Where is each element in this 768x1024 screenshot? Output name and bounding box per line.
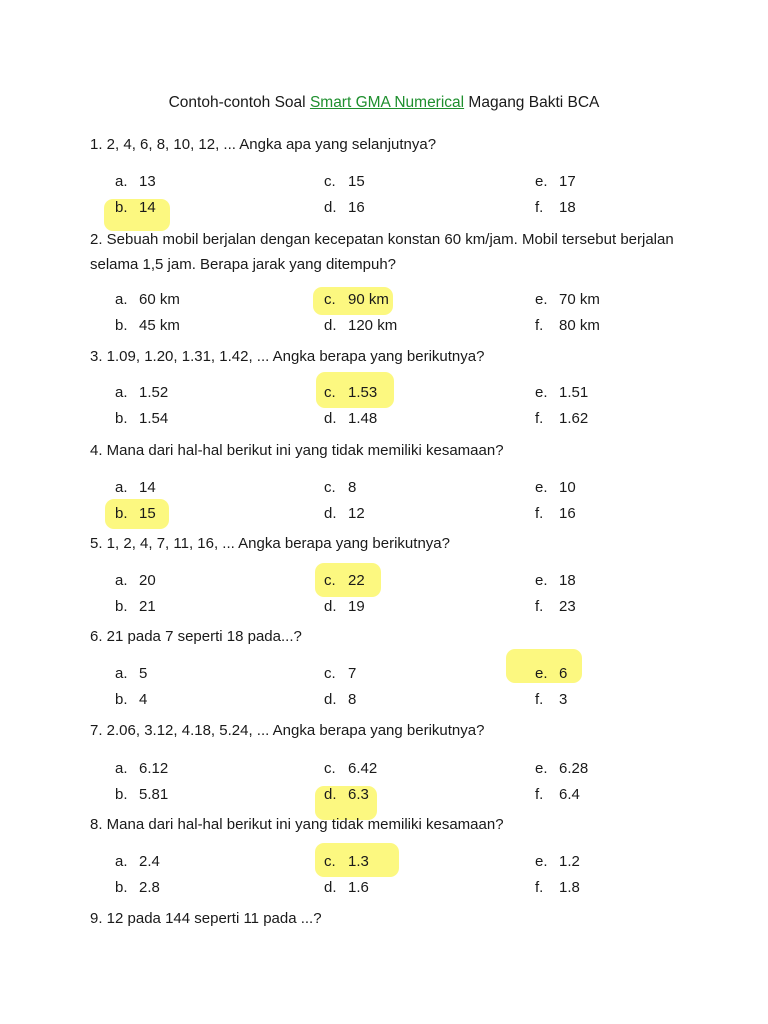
option-d	[324, 878, 369, 898]
option-value: 16	[348, 199, 365, 216]
option-letter: d.	[324, 786, 337, 803]
option-value: 1.48	[348, 410, 378, 427]
option-letter: b.	[115, 879, 128, 896]
option-f	[535, 597, 576, 617]
question-9: 9. 12 pada 144 seperti 11 pada ...?	[90, 910, 322, 927]
option-letter: a.	[115, 479, 128, 496]
title-link[interactable]: Smart GMA Numerical	[309, 94, 465, 111]
option-letter: e.	[535, 479, 548, 496]
option-letter: e.	[535, 384, 548, 401]
option-f	[535, 690, 567, 710]
option-value: 15	[348, 173, 365, 190]
option-d	[324, 316, 397, 336]
option-e	[535, 759, 588, 779]
option-letter: c.	[324, 291, 336, 308]
option-value: 18	[559, 199, 576, 216]
option-value: 3	[559, 691, 568, 708]
option-value: 1.54	[139, 410, 169, 427]
option-letter: f.	[535, 199, 544, 216]
option-value: 1.62	[559, 410, 589, 427]
option-value: 6.12	[139, 760, 169, 777]
question-2: 2. Sebuah mobil berjalan dengan kecepatan konstan 60 km/jam. Mobil tersebut berjalan selama 1,5 jam. Berapa jarak yang ditempuh?	[90, 231, 674, 273]
option-b	[115, 504, 156, 524]
option-letter: e.	[535, 665, 548, 682]
option-letter: d.	[324, 598, 337, 615]
option-letter: b.	[115, 786, 128, 803]
option-value: 10	[559, 479, 576, 496]
option-letter: c.	[324, 853, 336, 870]
option-value: 6.28	[559, 760, 589, 777]
option-c	[324, 172, 365, 192]
option-value: 6.3	[348, 786, 369, 803]
option-value: 1.3	[348, 853, 369, 870]
title-suffix: Magang Bakti BCA	[464, 94, 600, 111]
option-letter: d.	[324, 505, 337, 522]
option-value: 6.4	[559, 786, 580, 803]
option-letter: e.	[535, 291, 548, 308]
title-prefix: Contoh-contoh Soal	[168, 94, 310, 111]
option-letter: b.	[115, 317, 128, 334]
option-value: 17	[559, 173, 576, 190]
option-letter: b.	[115, 199, 128, 216]
option-value: 4	[139, 691, 148, 708]
option-letter: f.	[535, 410, 544, 427]
option-letter: c.	[324, 384, 336, 401]
option-a	[115, 290, 180, 310]
option-letter: f.	[535, 786, 544, 803]
option-letter: a.	[115, 853, 128, 870]
option-a	[115, 478, 156, 498]
option-f	[535, 316, 600, 336]
option-value: 45 km	[139, 317, 180, 334]
option-letter: a.	[115, 384, 128, 401]
option-letter: e.	[535, 572, 548, 589]
option-e	[535, 172, 576, 192]
option-value: 8	[348, 691, 357, 708]
option-value: 120 km	[348, 317, 398, 334]
option-value: 2.4	[139, 853, 160, 870]
option-letter: f.	[535, 879, 544, 896]
option-value: 70 km	[559, 291, 600, 308]
option-value: 1.52	[139, 384, 169, 401]
option-letter: c.	[324, 479, 336, 496]
option-value: 16	[559, 505, 576, 522]
option-value: 23	[559, 598, 576, 615]
option-letter: a.	[115, 760, 128, 777]
option-value: 22	[348, 572, 365, 589]
option-value: 14	[139, 479, 156, 496]
question-3: 3. 1.09, 1.20, 1.31, 1.42, ... Angka berapa yang berikutnya?	[90, 348, 485, 365]
option-value: 14	[139, 199, 156, 216]
option-value: 60 km	[139, 291, 180, 308]
option-letter: a.	[115, 572, 128, 589]
option-e	[535, 290, 600, 310]
option-value: 12	[348, 505, 365, 522]
question-1: 1. 2, 4, 6, 8, 10, 12, ... Angka apa yang selanjutnya?	[90, 136, 437, 153]
option-value: 20	[139, 572, 156, 589]
option-b	[115, 198, 156, 218]
option-letter: d.	[324, 691, 337, 708]
option-value: 15	[139, 505, 156, 522]
option-b	[115, 597, 156, 617]
option-d	[324, 785, 369, 805]
option-value: 1.6	[348, 879, 369, 896]
option-letter: c.	[324, 665, 336, 682]
option-c	[324, 571, 365, 591]
option-a	[115, 852, 160, 872]
option-value: 19	[348, 598, 365, 615]
option-letter: c.	[324, 572, 336, 589]
option-d	[324, 597, 365, 617]
option-value: 1.2	[559, 853, 580, 870]
option-f	[535, 409, 588, 429]
option-e	[535, 571, 576, 591]
option-c	[324, 664, 356, 684]
option-c	[324, 290, 389, 310]
option-b	[115, 690, 147, 710]
option-value: 18	[559, 572, 576, 589]
option-letter: f.	[535, 317, 544, 334]
option-b	[115, 316, 180, 336]
option-a	[115, 571, 156, 591]
option-value: 7	[348, 665, 357, 682]
option-c	[324, 852, 369, 872]
option-letter: d.	[324, 410, 337, 427]
option-value: 1.53	[348, 384, 378, 401]
option-letter: a.	[115, 291, 128, 308]
option-c	[324, 759, 377, 779]
option-f	[535, 878, 580, 898]
option-letter: c.	[324, 173, 336, 190]
option-letter: a.	[115, 665, 128, 682]
option-b	[115, 785, 168, 805]
option-e	[535, 383, 588, 403]
option-value: 21	[139, 598, 156, 615]
option-letter: c.	[324, 760, 336, 777]
option-value: 1.51	[559, 384, 589, 401]
question-7: 7. 2.06, 3.12, 4.18, 5.24, ... Angka berapa yang berikutnya?	[90, 722, 485, 739]
option-a	[115, 172, 156, 192]
option-value: 13	[139, 173, 156, 190]
option-e	[535, 664, 567, 684]
option-a	[115, 664, 147, 684]
option-e	[535, 852, 580, 872]
option-letter: a.	[115, 173, 128, 190]
option-letter: f.	[535, 691, 544, 708]
question-5: 5. 1, 2, 4, 7, 11, 16, ... Angka berapa yang berikutnya?	[90, 535, 450, 552]
page-title	[0, 93, 768, 113]
option-d	[324, 198, 365, 218]
option-a	[115, 759, 168, 779]
option-value: 1.8	[559, 879, 580, 896]
option-letter: b.	[115, 410, 128, 427]
option-letter: b.	[115, 598, 128, 615]
option-value: 8	[348, 479, 357, 496]
option-value: 6	[559, 665, 568, 682]
option-letter: e.	[535, 760, 548, 777]
option-b	[115, 878, 160, 898]
option-d	[324, 409, 377, 429]
option-value: 5	[139, 665, 148, 682]
option-value: 6.42	[348, 760, 378, 777]
option-d	[324, 504, 365, 524]
option-f	[535, 504, 576, 524]
option-c	[324, 478, 356, 498]
option-b	[115, 409, 168, 429]
option-value: 2.8	[139, 879, 160, 896]
option-c	[324, 383, 377, 403]
option-value: 90 km	[348, 291, 389, 308]
option-letter: d.	[324, 317, 337, 334]
option-letter: d.	[324, 879, 337, 896]
option-value: 5.81	[139, 786, 169, 803]
option-f	[535, 198, 576, 218]
option-letter: b.	[115, 691, 128, 708]
option-letter: b.	[115, 505, 128, 522]
option-letter: f.	[535, 505, 544, 522]
option-f	[535, 785, 580, 805]
option-letter: f.	[535, 598, 544, 615]
question-4: 4. Mana dari hal-hal berikut ini yang tidak memiliki kesamaan?	[90, 442, 504, 459]
option-letter: d.	[324, 199, 337, 216]
option-letter: e.	[535, 173, 548, 190]
option-d	[324, 690, 356, 710]
question-8: 8. Mana dari hal-hal berikut ini yang tidak memiliki kesamaan?	[90, 816, 504, 833]
option-a	[115, 383, 168, 403]
question-6: 6. 21 pada 7 seperti 18 pada...?	[90, 628, 302, 645]
option-value: 80 km	[559, 317, 600, 334]
option-e	[535, 478, 576, 498]
option-letter: e.	[535, 853, 548, 870]
